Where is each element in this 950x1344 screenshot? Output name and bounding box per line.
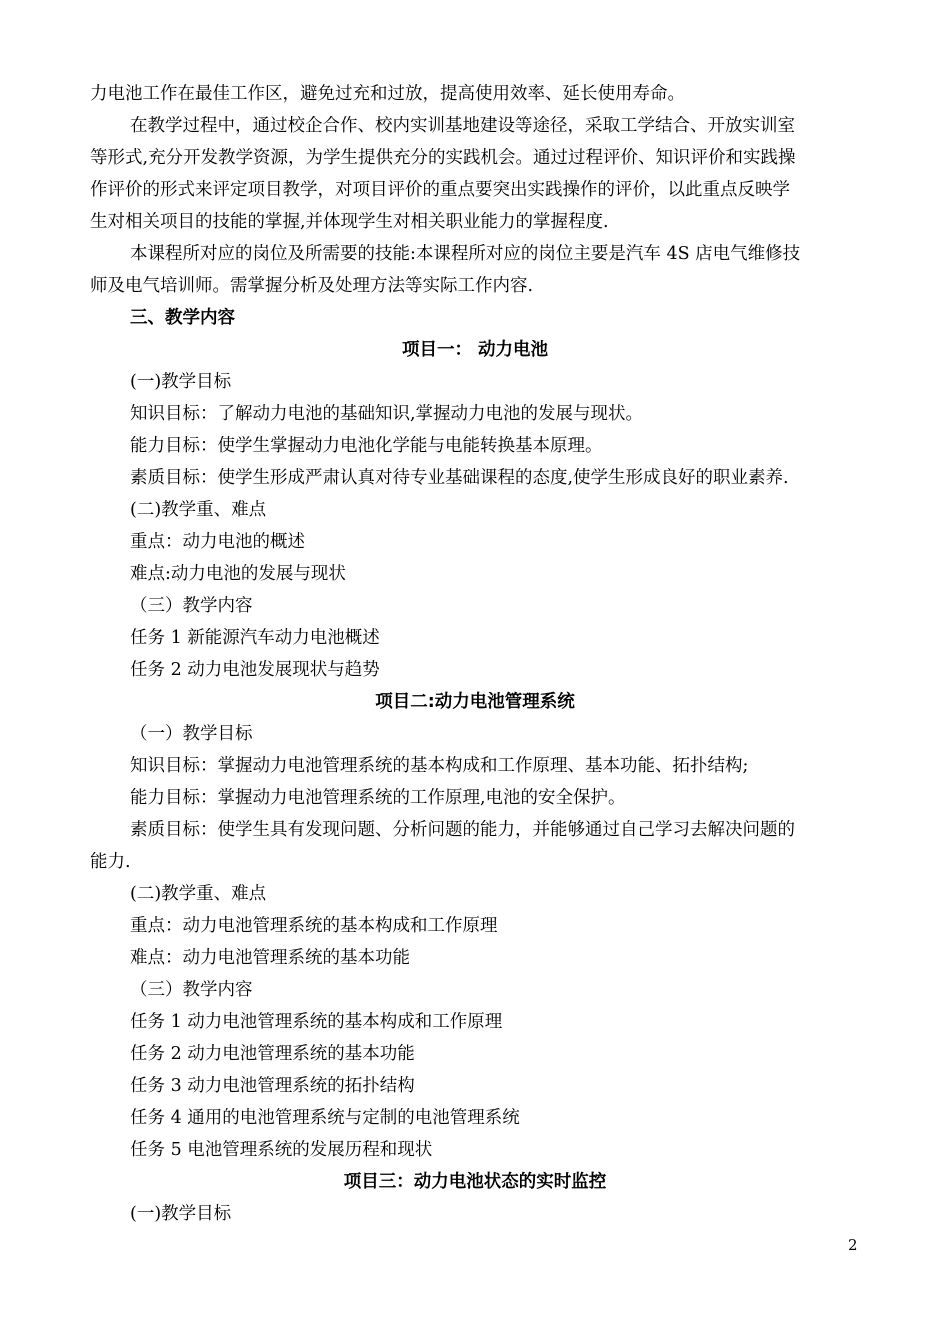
paragraph-line: 作评价的形式来评定项目教学，对项目评价的重点要突出实践操作的评价，以此重点反映学 bbox=[90, 180, 790, 200]
subsection-heading: （一）教学目标 bbox=[130, 724, 253, 744]
paragraph-line: 等形式,充分开发教学资源，为学生提供充分的实践机会。通过过程评价、知识评价和实践操 bbox=[90, 148, 796, 168]
project-title: 项目三：动力电池状态的实时监控 bbox=[343, 1172, 607, 1192]
section-heading: 三、教学内容 bbox=[130, 308, 235, 328]
difficulty-point: 难点:动力电池的发展与现状 bbox=[130, 564, 346, 584]
quality-goal: 素质目标：使学生形成严肃认真对待专业基础课程的态度,使学生形成良好的职业素养. bbox=[130, 468, 789, 488]
project-title: 项目一： 动力电池 bbox=[401, 340, 549, 360]
paragraph-line: 本课程所对应的岗位及所需要的技能:本课程所对应的岗位主要是汽车 4S 店电气维修技 bbox=[130, 244, 801, 264]
paragraph-line: 生对相关项目的技能的掌握,并体现学生对相关职业能力的掌握程度. bbox=[90, 212, 609, 232]
knowledge-goal: 知识目标：掌握动力电池管理系统的基本构成和工作原理、基本功能、拓扑结构; bbox=[130, 756, 749, 776]
ability-goal: 能力目标：掌握动力电池管理系统的工作原理,电池的安全保护。 bbox=[130, 788, 626, 808]
task-item: 任务 3 动力电池管理系统的拓扑结构 bbox=[130, 1076, 415, 1096]
task-item: 任务 4 通用的电池管理系统与定制的电池管理系统 bbox=[130, 1108, 520, 1128]
subsection-heading: (一)教学目标 bbox=[130, 1204, 232, 1224]
task-item: 任务 2 动力电池管理系统的基本功能 bbox=[130, 1044, 415, 1064]
quality-goal: 素质目标：使学生具有发现问题、分析问题的能力，并能够通过自己学习去解决问题的 bbox=[130, 820, 795, 840]
paragraph-line: 师及电气培训师。需掌握分析及处理方法等实际工作内容. bbox=[90, 276, 534, 296]
quality-goal-continued: 能力. bbox=[90, 852, 131, 872]
subsection-heading: （三）教学内容 bbox=[130, 980, 253, 1000]
knowledge-goal: 知识目标：了解动力电池的基础知识,掌握动力电池的发展与现状。 bbox=[130, 404, 644, 424]
project-title: 项目二:动力电池管理系统 bbox=[375, 692, 575, 712]
task-item: 任务 5 电池管理系统的发展历程和现状 bbox=[130, 1140, 433, 1160]
subsection-heading: （三）教学内容 bbox=[130, 596, 253, 616]
paragraph-line: 在教学过程中，通过校企合作、校内实训基地建设等途径，采取工学结合、开放实训室 bbox=[130, 116, 795, 136]
key-point: 重点：动力电池的概述 bbox=[130, 532, 305, 552]
subsection-heading: (一)教学目标 bbox=[130, 372, 232, 392]
difficulty-point: 难点：动力电池管理系统的基本功能 bbox=[130, 948, 410, 968]
subsection-heading: (二)教学重、难点 bbox=[130, 500, 267, 520]
key-point: 重点：动力电池管理系统的基本构成和工作原理 bbox=[130, 916, 498, 936]
page-body bbox=[90, 78, 860, 1230]
task-item: 任务 1 新能源汽车动力电池概述 bbox=[130, 628, 380, 648]
page-number: 2 bbox=[848, 1236, 858, 1254]
subsection-heading: (二)教学重、难点 bbox=[130, 884, 267, 904]
task-item: 任务 1 动力电池管理系统的基本构成和工作原理 bbox=[130, 1012, 503, 1032]
task-item: 任务 2 动力电池发展现状与趋势 bbox=[130, 660, 380, 680]
paragraph-line: 力电池工作在最佳工作区，避免过充和过放，提高使用效率、延长使用寿命。 bbox=[90, 84, 685, 104]
ability-goal: 能力目标：使学生掌握动力电池化学能与电能转换基本原理。 bbox=[130, 436, 603, 456]
